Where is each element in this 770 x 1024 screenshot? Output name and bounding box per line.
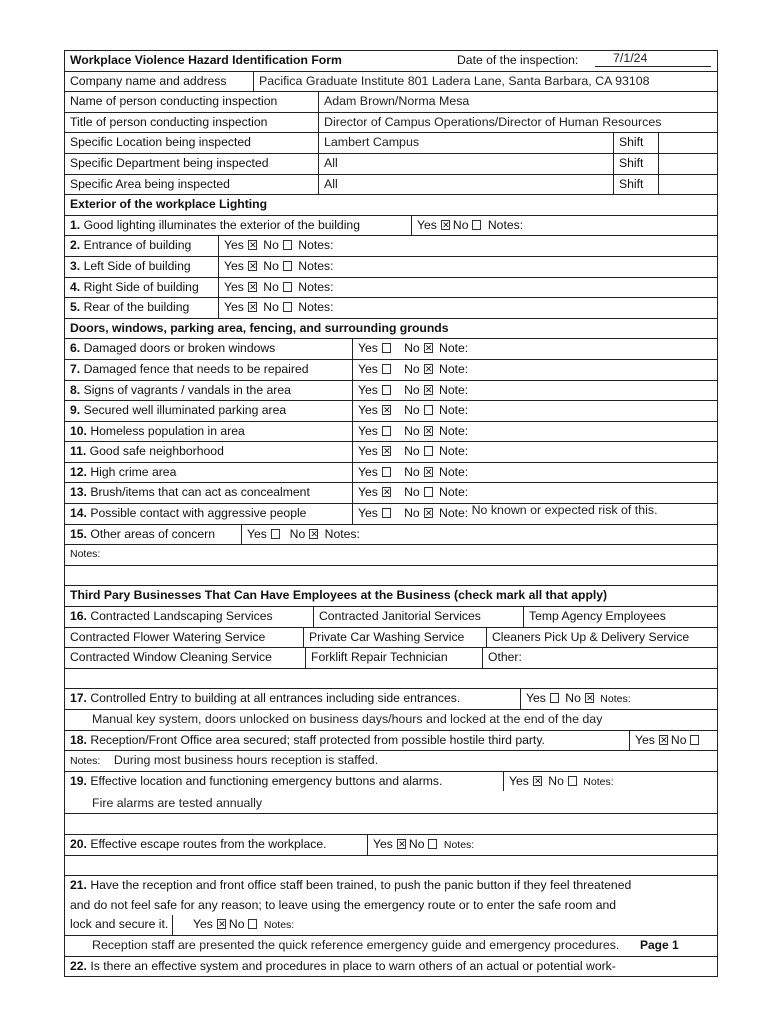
grounds-heading-row [64, 319, 718, 340]
yes-label: Yes [224, 258, 244, 273]
yes-checkbox[interactable] [397, 839, 406, 849]
location-row [64, 133, 718, 154]
grounds-item-row [64, 422, 718, 443]
q18-answer-row [64, 751, 718, 772]
question-label: Other areas of concern [90, 526, 215, 541]
no-label: No [404, 444, 420, 459]
question-number: 11. [70, 444, 87, 459]
question-number: 9. [70, 403, 81, 418]
note-label: Note: [439, 423, 469, 438]
yes-label: Yes [358, 403, 378, 418]
q17-answer[interactable]: Manual key system, doors unlocked on business days/hours and locked at the end of the day [92, 712, 603, 726]
notes-label: Notes: [298, 238, 334, 253]
no-label: No [670, 732, 687, 747]
note-label: Note: [439, 444, 469, 459]
question-number: 1. [70, 217, 81, 232]
yes-checkbox[interactable] [382, 364, 391, 374]
question-label: Effective escape routes from the workplace. [90, 836, 327, 851]
lighting-heading-row [64, 195, 718, 216]
inspection-form [64, 50, 718, 977]
notes-label: Notes: [583, 775, 614, 788]
no-checkbox[interactable] [424, 405, 433, 415]
grounds-item-row [64, 401, 718, 422]
no-checkbox[interactable] [424, 467, 433, 477]
third-party-heading-row [64, 586, 718, 607]
yes-label: Yes [358, 485, 378, 500]
question-label: Good lighting illuminates the exterior of the building [83, 217, 360, 232]
janitorial-option[interactable]: Contracted Janitorial Services [313, 607, 481, 627]
window-cleaning-option[interactable]: Contracted Window Cleaning Service [70, 650, 272, 665]
title-row [64, 50, 718, 72]
no-checkbox[interactable] [309, 529, 318, 539]
question-label: Reception/Front Office area secured; staff protected from possible hostile third party. [90, 732, 545, 747]
other-concern-row [64, 525, 718, 546]
question-label: Is there an effective system and procedures in place to warn others of an actual or potential work- [90, 958, 616, 973]
question-number: 2. [70, 238, 81, 253]
department-field[interactable]: All [318, 154, 613, 174]
notes-label: Notes: [70, 755, 101, 768]
note-label: Note: [439, 341, 469, 356]
no-label: No [548, 773, 564, 788]
lighting-item-row [64, 216, 718, 237]
yes-label: Yes [509, 773, 529, 788]
note-label: Note: [439, 403, 469, 418]
no-checkbox[interactable] [690, 735, 699, 745]
date-field[interactable]: 7/1/24 [595, 51, 711, 67]
question-label: Left Side of building [83, 258, 191, 273]
yes-checkbox[interactable] [271, 529, 280, 539]
question-label: Controlled Entry to building at all entrances including side entrances. [90, 691, 461, 706]
question-label: Damaged fence that needs to be repaired [83, 361, 309, 376]
title-of-person-row [64, 113, 718, 134]
flower-watering-option[interactable]: Contracted Flower Watering Service [70, 629, 266, 644]
no-checkbox[interactable] [424, 385, 433, 395]
question-number: 16. [70, 609, 87, 624]
notes-label: Notes: [443, 838, 475, 851]
blank-row [64, 669, 718, 690]
note-label: Note: [439, 361, 469, 376]
date-label: Date of the inspection: [457, 53, 579, 67]
no-checkbox[interactable] [424, 508, 433, 518]
no-label: No [404, 423, 420, 438]
yes-label: Yes [193, 917, 213, 932]
question-label: and do not feel safe for any reason; to leave using the emergency route or to enter the safe room and [70, 897, 617, 912]
question-number: 17. [70, 691, 87, 706]
blank-row [64, 814, 718, 835]
notes-label: Notes: [298, 300, 334, 315]
no-label: No [404, 506, 420, 521]
no-label: No [263, 238, 279, 253]
question-number: 8. [70, 382, 81, 397]
question-number: 3. [70, 258, 81, 273]
q22-row [64, 957, 718, 978]
yes-label: Yes [635, 732, 655, 747]
question-text [65, 278, 199, 298]
yes-label: Yes [358, 361, 378, 376]
q19-row [64, 772, 718, 792]
no-checkbox[interactable] [428, 839, 437, 849]
lighting-item-row [64, 278, 718, 299]
landscaping-option[interactable]: Contracted Landscaping Services [90, 609, 273, 624]
question-label: Homeless population in area [90, 423, 245, 438]
q19-answer[interactable]: Fire alarms are tested annually [92, 796, 263, 811]
lighting-item-row [64, 257, 718, 278]
cleaners-option[interactable]: Cleaners Pick Up & Delivery Service [486, 628, 689, 648]
blank-row [64, 566, 718, 587]
yes-checkbox[interactable] [382, 487, 391, 497]
question-label: Right Side of building [83, 279, 199, 294]
question-number: 13. [70, 485, 87, 500]
car-washing-option[interactable]: Private Car Washing Service [303, 628, 464, 648]
notes-label: Notes: [70, 548, 101, 561]
yes-label: Yes [224, 300, 244, 315]
yes-checkbox[interactable] [248, 261, 257, 271]
yes-label: Yes [358, 341, 378, 356]
form-title: Workplace Violence Hazard Identification Form [70, 53, 342, 67]
yes-label: Yes [526, 691, 546, 706]
q21-answer-row [64, 936, 718, 957]
lighting-item-row [64, 298, 718, 319]
company-row [64, 72, 718, 93]
notes-row [64, 545, 718, 566]
third-party-row [64, 607, 718, 628]
no-label: No [404, 382, 420, 397]
no-label: No [404, 464, 420, 479]
no-label: No [263, 258, 279, 273]
third-party-heading: Third Pary Businesses That Can Have Employees at the Business (check mark all that apply) [70, 588, 608, 603]
yes-checkbox[interactable] [441, 220, 450, 230]
no-label: No [263, 300, 279, 315]
no-checkbox[interactable] [424, 343, 433, 353]
yes-label: Yes [247, 526, 267, 541]
q18-answer[interactable]: During most business hours reception is staffed. [113, 753, 379, 768]
no-checkbox[interactable] [424, 364, 433, 374]
yes-checkbox[interactable] [248, 240, 257, 250]
note-label: Note: [439, 485, 469, 500]
yes-label: Yes [224, 279, 244, 294]
grounds-item-row [64, 442, 718, 463]
question-number: 5. [70, 300, 81, 315]
yes-checkbox[interactable] [382, 405, 391, 415]
no-checkbox[interactable] [424, 426, 433, 436]
grounds-item-row [64, 339, 718, 360]
question-number: 4. [70, 279, 81, 294]
note-label: Note: [439, 382, 469, 397]
question-number: 22. [70, 958, 87, 973]
question-number: 14. [70, 506, 87, 521]
no-label: No [408, 836, 425, 851]
no-checkbox[interactable] [283, 302, 292, 312]
question-label: Signs of vagrants / vandals in the area [83, 382, 291, 397]
question-label: lock and secure it. [65, 915, 173, 935]
question-label: High crime area [90, 464, 177, 479]
yes-checkbox[interactable] [382, 343, 391, 353]
yes-label: Yes [373, 836, 393, 851]
yes-checkbox[interactable] [382, 426, 391, 436]
no-checkbox[interactable] [283, 261, 292, 271]
notes-label: Notes: [263, 919, 295, 932]
question-label: Rear of the building [83, 300, 190, 315]
shift-label: Shift [613, 175, 658, 195]
company-field[interactable]: Pacifica Graduate Institute 801 Ladera Lane, Santa Barbara, CA 93108 [253, 72, 650, 92]
no-label: No [404, 485, 420, 500]
grounds-item-row [64, 360, 718, 381]
question-text [65, 257, 191, 277]
q21-row-2 [64, 896, 718, 916]
yes-checkbox[interactable] [550, 693, 559, 703]
area-field[interactable]: All [318, 175, 613, 195]
q17-row [64, 689, 718, 710]
q21-row [64, 876, 718, 896]
notes-label: Notes: [600, 693, 631, 706]
shift-field[interactable] [658, 175, 719, 195]
question-number: 12. [70, 464, 87, 479]
yes-checkbox[interactable] [659, 735, 668, 745]
yes-checkbox[interactable] [217, 919, 226, 929]
lighting-item-row [64, 236, 718, 257]
q20-row [64, 835, 718, 856]
no-checkbox[interactable] [585, 693, 594, 703]
yes-label: Yes [358, 423, 378, 438]
grounds-item-row [64, 483, 718, 504]
third-party-row [64, 628, 718, 649]
page-number: Page 1 [640, 938, 679, 952]
yes-checkbox[interactable] [248, 302, 257, 312]
no-checkbox[interactable] [472, 220, 481, 230]
name-field[interactable]: Adam Brown/Norma Mesa [318, 92, 469, 112]
note-label: Note: [439, 506, 469, 521]
department-row [64, 154, 718, 175]
notes-label: Notes: [487, 217, 524, 232]
yes-checkbox[interactable] [382, 446, 391, 456]
question-text [65, 236, 191, 256]
grounds-item-row [64, 463, 718, 484]
lighting-heading: Exterior of the workplace Lighting [70, 197, 268, 212]
notes-label: Notes: [324, 526, 360, 541]
blank-row [64, 856, 718, 877]
yes-label: Yes [358, 382, 378, 397]
company-label: Company name and address [70, 73, 227, 88]
no-label: No [452, 217, 469, 232]
yes-checkbox[interactable] [533, 776, 542, 786]
no-label: No [404, 403, 420, 418]
shift-label: Shift [613, 154, 658, 174]
grounds-item-row [64, 381, 718, 402]
no-label: No [228, 917, 245, 932]
question-label: Effective location and functioning emergency buttons and alarms. [90, 773, 443, 788]
question-label: Good safe neighborhood [89, 444, 224, 459]
question-label: Secured well illuminated parking area [83, 403, 287, 418]
no-label: No [289, 526, 306, 541]
question-number: 20. [70, 836, 87, 851]
no-checkbox[interactable] [424, 487, 433, 497]
no-checkbox[interactable] [248, 919, 257, 929]
question-label: Possible contact with aggressive people [90, 506, 307, 521]
grounds-heading: Doors, windows, parking area, fencing, and surrounding grounds [70, 320, 449, 335]
q17-answer-row [64, 710, 718, 731]
yes-checkbox[interactable] [382, 508, 391, 518]
department-label: Specific Department being inspected [70, 155, 269, 170]
forklift-option[interactable]: Forklift Repair Technician [305, 648, 448, 668]
q21-answer[interactable]: Reception staff are presented the quick reference emergency guide and emergency procedures. [92, 937, 620, 952]
no-label: No [263, 279, 279, 294]
location-label: Specific Location being inspected [70, 135, 251, 150]
area-label: Specific Area being inspected [70, 176, 230, 191]
question-number: 18. [70, 732, 87, 747]
question-number: 15. [70, 526, 87, 541]
no-checkbox[interactable] [568, 776, 577, 786]
name-row [64, 92, 718, 113]
third-party-row [64, 648, 718, 669]
person-title-label: Title of person conducting inspection [70, 114, 268, 129]
yes-label: Yes [358, 444, 378, 459]
yes-label: Yes [358, 464, 378, 479]
question-label: Entrance of building [83, 238, 192, 253]
yes-label: Yes [358, 506, 378, 521]
question-number: 19. [70, 773, 87, 788]
person-title-field[interactable]: Director of Campus Operations/Director of Human Resources [318, 113, 661, 133]
yes-label: Yes [417, 217, 437, 232]
location-field[interactable]: Lambert Campus [318, 133, 613, 153]
no-checkbox[interactable] [424, 446, 433, 456]
other-option[interactable]: Other: [482, 648, 522, 668]
question-label: Brush/items that can act as concealment [90, 485, 310, 500]
no-checkbox[interactable] [283, 282, 292, 292]
question-label: Damaged doors or broken windows [83, 341, 276, 356]
yes-checkbox[interactable] [248, 282, 257, 292]
note-label: Note: [439, 464, 469, 479]
name-label: Name of person conducting inspection [70, 94, 278, 109]
notes-label: Notes: [298, 279, 334, 294]
yes-checkbox[interactable] [382, 467, 391, 477]
q18-row [64, 731, 718, 752]
yes-checkbox[interactable] [382, 385, 391, 395]
shift-field[interactable] [658, 133, 719, 153]
area-row [64, 175, 718, 196]
no-label: No [565, 691, 581, 706]
question-text [65, 298, 189, 318]
q21-row-3 [64, 915, 718, 936]
shift-label: Shift [613, 133, 658, 153]
shift-field[interactable] [658, 154, 719, 174]
grounds-item-row [64, 504, 718, 525]
question-number: 7. [70, 361, 81, 376]
yes-label: Yes [224, 238, 244, 253]
question-number: 10. [70, 423, 87, 438]
question-number: 21. [70, 878, 87, 893]
temp-agency-option[interactable]: Temp Agency Employees [523, 607, 666, 627]
notes-label: Notes: [298, 258, 334, 273]
no-checkbox[interactable] [283, 240, 292, 250]
question-number: 6. [70, 341, 81, 356]
no-label: No [404, 341, 420, 356]
question-label: Have the reception and front office staff been trained, to push the panic button if they feel threatened [90, 878, 632, 893]
no-label: No [404, 361, 420, 376]
q19-answer-row [64, 791, 718, 814]
question-text [65, 216, 360, 236]
note-field[interactable]: No known or expected risk of this. [471, 503, 658, 518]
